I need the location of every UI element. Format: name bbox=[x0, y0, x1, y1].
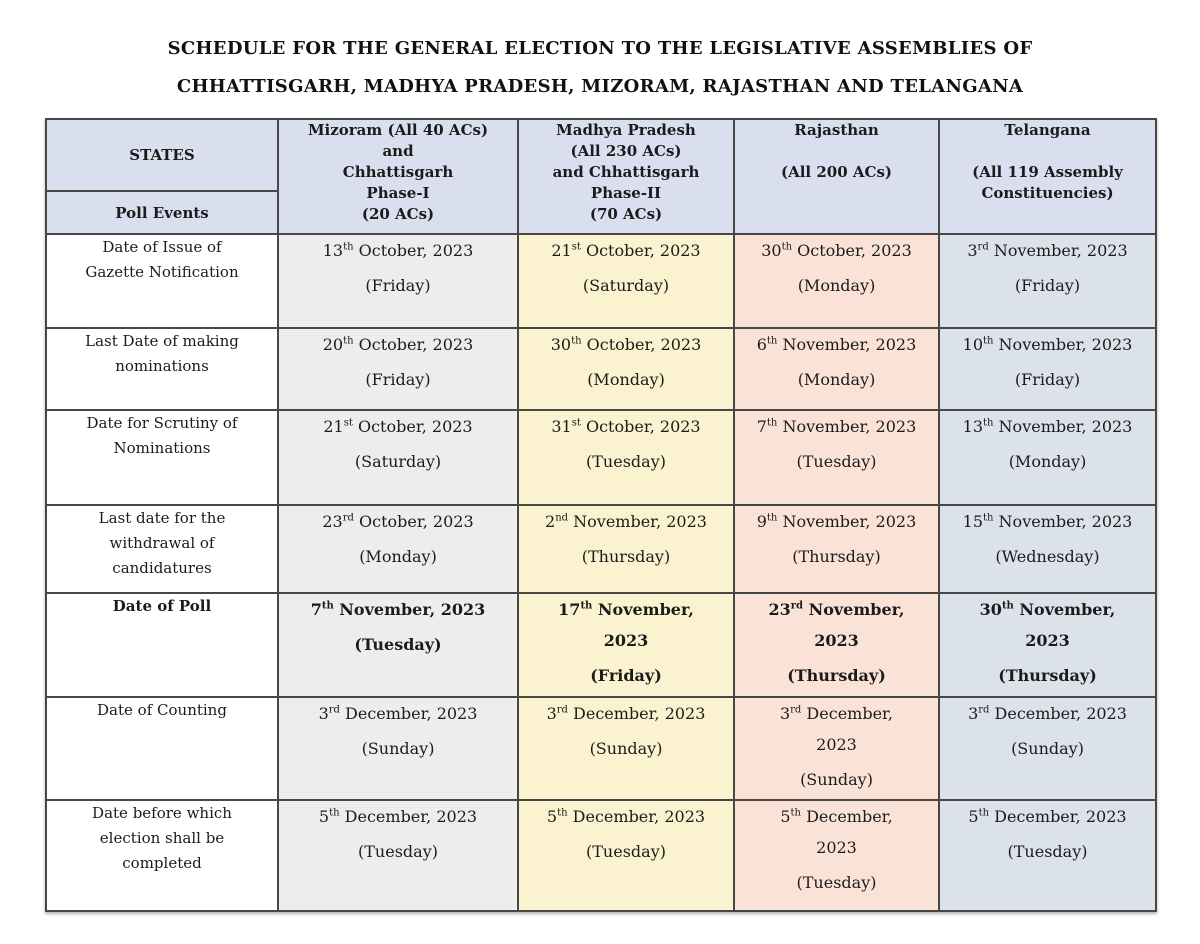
cell-day: (Tuesday) bbox=[796, 452, 877, 471]
cell-day: (Sunday) bbox=[361, 739, 435, 758]
cell-day: (Wednesday) bbox=[995, 547, 1100, 566]
cell-date: 3rd November, 2023 bbox=[967, 241, 1128, 260]
schedule-cell bbox=[939, 697, 1156, 800]
schedule-cell bbox=[939, 800, 1156, 911]
cell-day: (Monday) bbox=[1008, 452, 1087, 471]
states-label: STATES bbox=[47, 120, 277, 192]
schedule-cell bbox=[734, 410, 939, 505]
schedule-cell bbox=[278, 505, 518, 593]
cell-date: 3rd December, 2023 bbox=[318, 704, 478, 723]
cell-date: 31st October, 2023 bbox=[551, 417, 701, 436]
cell-date: 9th November, 2023 bbox=[756, 512, 917, 531]
cell-day: (Thursday) bbox=[787, 666, 886, 685]
cell-date: 23rd November, 2023 bbox=[768, 600, 905, 650]
cell-day: (Friday) bbox=[365, 276, 431, 295]
schedule-cell bbox=[518, 410, 734, 505]
cell-day: (Tuesday) bbox=[354, 635, 442, 654]
column-header-rajasthan: Rajasthan (All 200 ACs) bbox=[734, 119, 939, 234]
schedule-cell bbox=[518, 505, 734, 593]
election-schedule-table bbox=[45, 118, 1157, 912]
document-title bbox=[0, 30, 1200, 106]
cell-date: 15th November, 2023 bbox=[962, 512, 1133, 531]
schedule-cell bbox=[518, 593, 734, 697]
schedule-cell bbox=[939, 593, 1156, 697]
cell-date: 30th November, 2023 bbox=[979, 600, 1116, 650]
schedule-cell bbox=[939, 410, 1156, 505]
title-line-2: CHHATTISGARH, MADHYA PRADESH, MIZORAM, RAJASTHAN AND TELANGANA bbox=[176, 76, 1024, 97]
schedule-cell bbox=[939, 505, 1156, 593]
cell-date: 13th October, 2023 bbox=[322, 241, 474, 260]
schedule-cell bbox=[734, 593, 939, 697]
cell-day: (Thursday) bbox=[792, 547, 881, 566]
cell-day: (Monday) bbox=[797, 276, 876, 295]
schedule-cell bbox=[939, 234, 1156, 328]
cell-date: 13th November, 2023 bbox=[962, 417, 1133, 436]
corner-cell bbox=[46, 119, 278, 234]
cell-date: 7th November, 2023 bbox=[756, 417, 917, 436]
poll-event-label: Date of Issue of Gazette Notification bbox=[46, 234, 278, 328]
cell-day: (Friday) bbox=[1014, 370, 1081, 389]
schedule-cell bbox=[518, 328, 734, 410]
cell-date: 5th December, 2023 bbox=[546, 807, 706, 826]
cell-day: (Friday) bbox=[365, 370, 431, 389]
cell-date: 6th November, 2023 bbox=[756, 335, 917, 354]
cell-date: 20th October, 2023 bbox=[322, 335, 474, 354]
cell-date: 3rd December, 2023 bbox=[968, 704, 1127, 723]
cell-date: 5th December, 2023 bbox=[318, 807, 478, 826]
cell-day: (Thursday) bbox=[998, 666, 1097, 685]
cell-date: 21st October, 2023 bbox=[323, 417, 473, 436]
cell-date: 3rd December, 2023 bbox=[546, 704, 706, 723]
poll-event-label: Date of Counting bbox=[46, 697, 278, 800]
cell-day: (Tuesday) bbox=[586, 452, 666, 471]
cell-date: 7th November, 2023 bbox=[310, 600, 486, 619]
title-line-1: SCHEDULE FOR THE GENERAL ELECTION TO THE LEGISLATIVE ASSEMBLIES OF bbox=[167, 38, 1033, 59]
cell-day: (Sunday) bbox=[800, 770, 873, 789]
cell-day: (Tuesday) bbox=[358, 842, 438, 861]
cell-date: 5th December, 2023 bbox=[968, 807, 1127, 826]
schedule-cell bbox=[939, 328, 1156, 410]
schedule-cell bbox=[278, 697, 518, 800]
table-row bbox=[46, 328, 1156, 410]
cell-day: (Saturday) bbox=[354, 452, 442, 471]
cell-day: (Monday) bbox=[359, 547, 437, 566]
header-row bbox=[46, 119, 1156, 234]
table-row bbox=[46, 800, 1156, 911]
schedule-cell bbox=[734, 697, 939, 800]
poll-event-label: Date before which election shall be completed bbox=[46, 800, 278, 911]
schedule-cell bbox=[278, 328, 518, 410]
cell-day: (Tuesday) bbox=[1007, 842, 1088, 861]
schedule-table-body bbox=[46, 234, 1156, 911]
cell-day: (Saturday) bbox=[582, 276, 670, 295]
schedule-cell bbox=[734, 505, 939, 593]
schedule-cell bbox=[734, 328, 939, 410]
poll-event-label: Last Date of making nominations bbox=[46, 328, 278, 410]
column-header-mizoram-chhattisgarh-phase1: Mizoram (All 40 ACs) and Chhattisgarh Phase-I (20 ACs) bbox=[278, 119, 518, 234]
table-row bbox=[46, 234, 1156, 328]
schedule-cell bbox=[278, 234, 518, 328]
poll-event-label: Date of Poll bbox=[46, 593, 278, 697]
schedule-cell bbox=[278, 410, 518, 505]
cell-date: 17th November, 2023 bbox=[558, 600, 694, 650]
cell-day: (Tuesday) bbox=[586, 842, 666, 861]
cell-day: (Sunday) bbox=[1011, 739, 1084, 758]
table-row bbox=[46, 697, 1156, 800]
cell-day: (Thursday) bbox=[581, 547, 671, 566]
cell-date: 2nd November, 2023 bbox=[545, 512, 707, 531]
cell-date: 21st October, 2023 bbox=[551, 241, 701, 260]
table-row bbox=[46, 410, 1156, 505]
schedule-cell bbox=[734, 800, 939, 911]
cell-day: (Monday) bbox=[797, 370, 876, 389]
cell-date: 30th October, 2023 bbox=[761, 241, 912, 260]
column-header-madhya-pradesh-chhattisgarh-phase2: Madhya Pradesh (All 230 ACs) and Chhattisgarh Phase-II (70 ACs) bbox=[518, 119, 734, 234]
schedule-cell bbox=[518, 234, 734, 328]
schedule-cell bbox=[734, 234, 939, 328]
page bbox=[0, 30, 1200, 944]
cell-date: 5th December, 2023 bbox=[780, 807, 893, 857]
cell-day: (Monday) bbox=[587, 370, 665, 389]
cell-date: 23rd October, 2023 bbox=[322, 512, 474, 531]
cell-date: 3rd December, 2023 bbox=[779, 704, 894, 754]
schedule-cell bbox=[518, 697, 734, 800]
schedule-cell bbox=[518, 800, 734, 911]
cell-date: 10th November, 2023 bbox=[962, 335, 1133, 354]
schedule-cell bbox=[278, 593, 518, 697]
schedule-cell bbox=[278, 800, 518, 911]
table-row bbox=[46, 593, 1156, 697]
table-row bbox=[46, 505, 1156, 593]
cell-day: (Sunday) bbox=[589, 739, 663, 758]
cell-date: 30th October, 2023 bbox=[550, 335, 702, 354]
cell-day: (Friday) bbox=[1014, 276, 1081, 295]
poll-event-label: Last date for the withdrawal of candidatures bbox=[46, 505, 278, 593]
column-header-telangana: Telangana (All 119 Assembly Constituencies) bbox=[939, 119, 1156, 234]
cell-day: (Tuesday) bbox=[796, 873, 877, 892]
cell-day: (Friday) bbox=[590, 666, 662, 685]
poll-event-label: Date for Scrutiny of Nominations bbox=[46, 410, 278, 505]
poll-events-label: Poll Events bbox=[115, 203, 209, 222]
